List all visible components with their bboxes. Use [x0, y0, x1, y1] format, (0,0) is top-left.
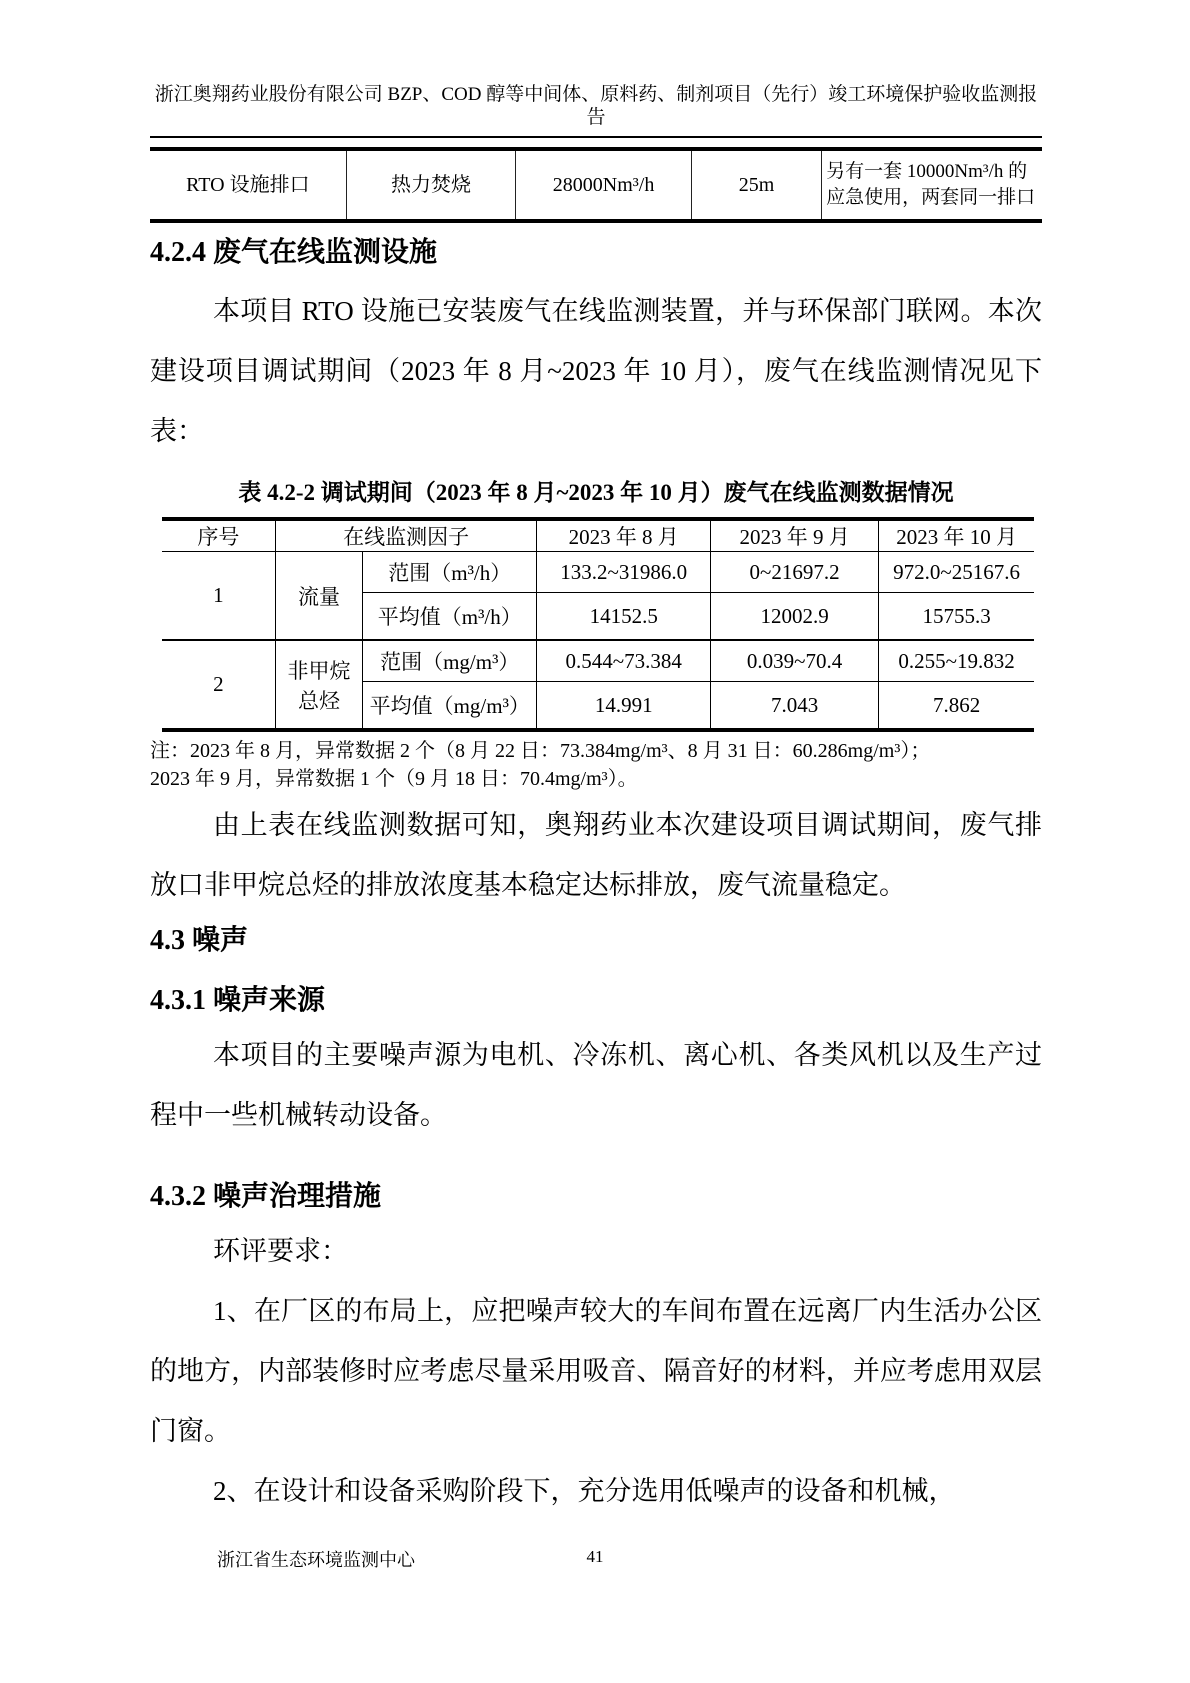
paragraph-432-item1: 1、在厂区的布局上，应把噪声较大的车间布置在远离厂内生活办公区的地方，内部装修时应考虑尽量采用吸音、隔音好的材料，并应考虑用双层门窗。: [150, 1296, 1042, 1446]
stat-label-cell: 平均值（m³/h）: [363, 593, 537, 641]
value-aug-cell: 14152.5: [537, 593, 711, 641]
row-no-cell: 2: [162, 640, 275, 730]
page-header: [150, 83, 1042, 129]
table-row: [150, 149, 1042, 221]
col-header-no: 序号: [162, 519, 275, 552]
paragraph-431: 本项目的主要噪声源为电机、冷冻机、离心机、各类风机以及生产过程中一些机械转动设备。: [150, 1040, 1042, 1130]
table-note-line1: 注：2023 年 8 月，异常数据 2 个（8 月 22 日：73.384mg/m³、8 月 31 日：60.286mg/m³）；: [150, 740, 931, 762]
col-header-aug: 2023 年 8 月: [537, 519, 711, 552]
value-aug-cell: 14.991: [537, 682, 711, 731]
table-header-row: [162, 519, 1034, 552]
factor-cell: 非甲烷总烃: [275, 640, 362, 730]
paragraph-conclusion: 由上表在线监测数据可知，奥翔药业本次建设项目调试期间，废气排放口非甲烷总烃的排放浓度基本稳定达标排放，废气流量稳定。: [150, 810, 1042, 900]
heading-4-3-1: 4.3.1 噪声来源: [150, 985, 326, 1016]
outlet-name-cell: RTO 设施排口: [150, 149, 346, 221]
paragraph-424: 本项目 RTO 设施已安装废气在线监测装置，并与环保部门联网。本次建设项目调试期间（2023 年 8 月~2023 年 10 月），废气在线监测情况见下表：: [150, 296, 1042, 446]
factor-cell: 流量: [275, 552, 362, 641]
value-aug-cell: 133.2~31986.0: [537, 552, 711, 593]
page-header-line2: 告: [586, 107, 606, 128]
capacity-cell: 28000Nm³/h: [516, 149, 692, 221]
col-header-factor: 在线监测因子: [275, 519, 537, 552]
remark-cell: 另有一套 10000Nm³/h 的应急使用，两套同一排口: [822, 149, 1042, 221]
value-sep-cell: 7.043: [710, 682, 878, 731]
value-oct-cell: 972.0~25167.6: [879, 552, 1034, 593]
row-no-cell: 1: [162, 552, 275, 641]
footer-page-number: 41: [586, 1547, 604, 1566]
value-oct-cell: 7.862: [879, 682, 1034, 731]
stat-label-cell: 平均值（mg/m³）: [363, 682, 537, 731]
value-aug-cell: 0.544~73.384: [537, 640, 711, 682]
heading-4-2-4: 4.2.4 废气在线监测设施: [150, 237, 438, 268]
table-caption: 表 4.2-2 调试期间（2023 年 8 月~2023 年 10 月）废气在线监测数据情况: [238, 480, 954, 505]
table-row-nmhc-range: [162, 640, 1034, 682]
page-header-line1: 浙江奥翔药业股份有限公司 BZP、COD 醇等中间体、原料药、制剂项目（先行）竣工环境保护验收监测报: [154, 84, 1038, 105]
continued-outlet-table: [150, 147, 1042, 223]
value-sep-cell: 0~21697.2: [710, 552, 878, 593]
heading-4-3: 4.3 噪声: [150, 925, 249, 956]
col-header-oct: 2023 年 10 月: [879, 519, 1034, 552]
treatment-method-cell: 热力焚烧: [346, 149, 515, 221]
stat-label-cell: 范围（mg/m³）: [363, 640, 537, 682]
heading-4-3-2: 4.3.2 噪声治理措施: [150, 1181, 382, 1212]
value-oct-cell: 15755.3: [879, 593, 1034, 641]
value-sep-cell: 12002.9: [710, 593, 878, 641]
paragraph-432-intro: 环评要求：: [213, 1236, 348, 1266]
table-note: [150, 737, 1042, 793]
table-row-flow-range: [162, 552, 1034, 593]
table-note-line2: 2023 年 9 月，异常数据 1 个（9 月 18 日：70.4mg/m³）。: [150, 768, 638, 790]
value-sep-cell: 0.039~70.4: [710, 640, 878, 682]
value-oct-cell: 0.255~19.832: [879, 640, 1034, 682]
header-rule: [150, 136, 1042, 138]
monitoring-data-table: [162, 517, 1034, 732]
col-header-sep: 2023 年 9 月: [710, 519, 878, 552]
stack-height-cell: 25m: [691, 149, 821, 221]
paragraph-432-item2: 2、在设计和设备采购阶段下，充分选用低噪声的设备和机械，: [213, 1476, 956, 1506]
stat-label-cell: 范围（m³/h）: [363, 552, 537, 593]
footer-organization: 浙江省生态环境监测中心: [217, 1550, 415, 1570]
